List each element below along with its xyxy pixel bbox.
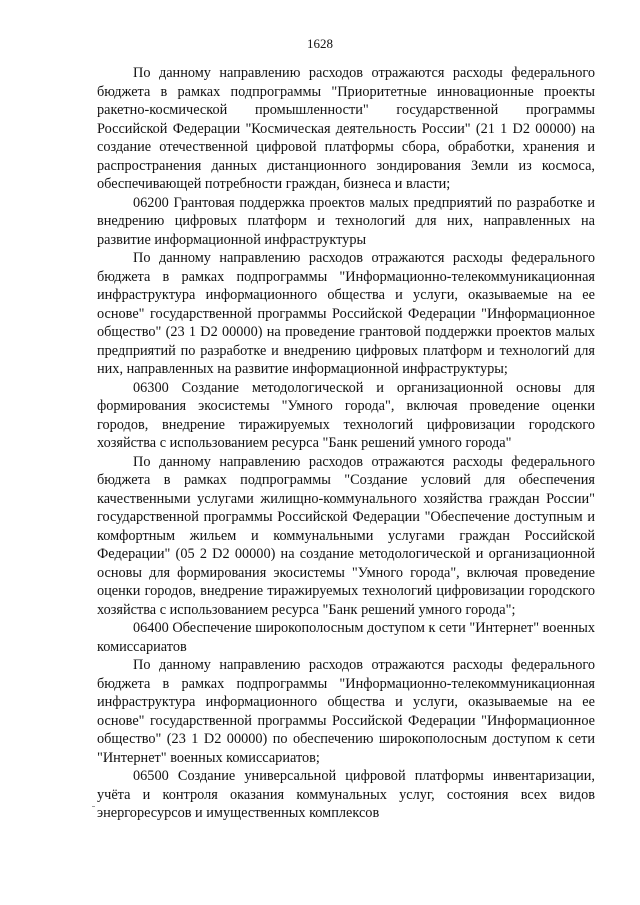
paragraph-expense-description-space: По данному направлению расходов отражаются расходы федерального бюджета в рамках подпрограммы "Приоритетные инновационные проекты ракетно-космической промышленности" государственной программы Российской Федерации "Космическая деятельность России" (21 1 D2 00000) на создание отечественной цифровой платформы сбора, обработки, хранения и распространения данных дистанционного зондирования Земли из космоса, обеспечивающей потребности граждан, бизнеса и власти; [97, 65, 595, 192]
scan-speck [92, 806, 95, 807]
paragraph-code-06400: 06400 Обеспечение широкополосным доступом к сети "Интернет" военных комиссариатов [97, 620, 595, 655]
paragraph-code-06500: 06500 Создание универсальной цифровой платформы инвентаризации, учёта и контроля оказания коммунальных услуг, состояния всех видов энергоресурсов и имущественных комплексов [97, 768, 595, 821]
paragraph-code-06200: 06200 Грантовая поддержка проектов малых предприятий по разработке и внедрению цифровых платформ и технологий для них, направленных на развитие информационной инфраструктуры [97, 194, 595, 248]
paragraph-code-06300: 06300 Создание методологической и организационной основы для формирования экосистемы "Умного города", включая проведение оценки городов, внедрение тиражируемых технологий цифровизации городского хозяйства с использованием ресурса "Банк решений умного города" [97, 379, 595, 451]
paragraph-expense-description-06300: По данному направлению расходов отражаются расходы федерального бюджета в рамках подпрограммы "Создание условий для обеспечения качественными услугами жилищно-коммунального хозяйства граждан России" государственной программы Российской Федерации "Обеспечение доступным и комфортным жильем и коммунальными услугами граждан Российской Федерации" (05 2 D2 00000) на создание методологической и организационной основы для формирования экосистемы "Умного города", включая проведение оценки городов, внедрение тиражируемых технологий цифровизации городского хозяйства с использованием ресурса "Банк решений умного города"; [97, 453, 595, 618]
page-number: 1628 [307, 36, 333, 51]
paragraph-expense-description-06200: По данному направлению расходов отражаются расходы федерального бюджета в рамках подпрограммы "Информационно-телекоммуникационная инфраструктура информационного общества и услуги, оказываемые на ее основе" государственной программы Российской Федерации "Информационное общество" (23 1 D2 00000) на проведение грантовой поддержки проектов малых предприятий по разработке и внедрению цифровых платформ и технологий для них, направленных на развитие информационной инфраструктуры; [97, 250, 595, 377]
paragraph-expense-description-06400: По данному направлению расходов отражаются расходы федерального бюджета в рамках подпрограммы "Информационно-телекоммуникационная инфраструктура информационного общества и услуги, оказываемые на ее основе" государственной программы Российской Федерации "Информационное общество" (23 1 D2 00000) по обеспечению широкополосным доступом к сети "Интернет" военных комиссариатов; [97, 657, 595, 766]
document-body [97, 64, 595, 823]
